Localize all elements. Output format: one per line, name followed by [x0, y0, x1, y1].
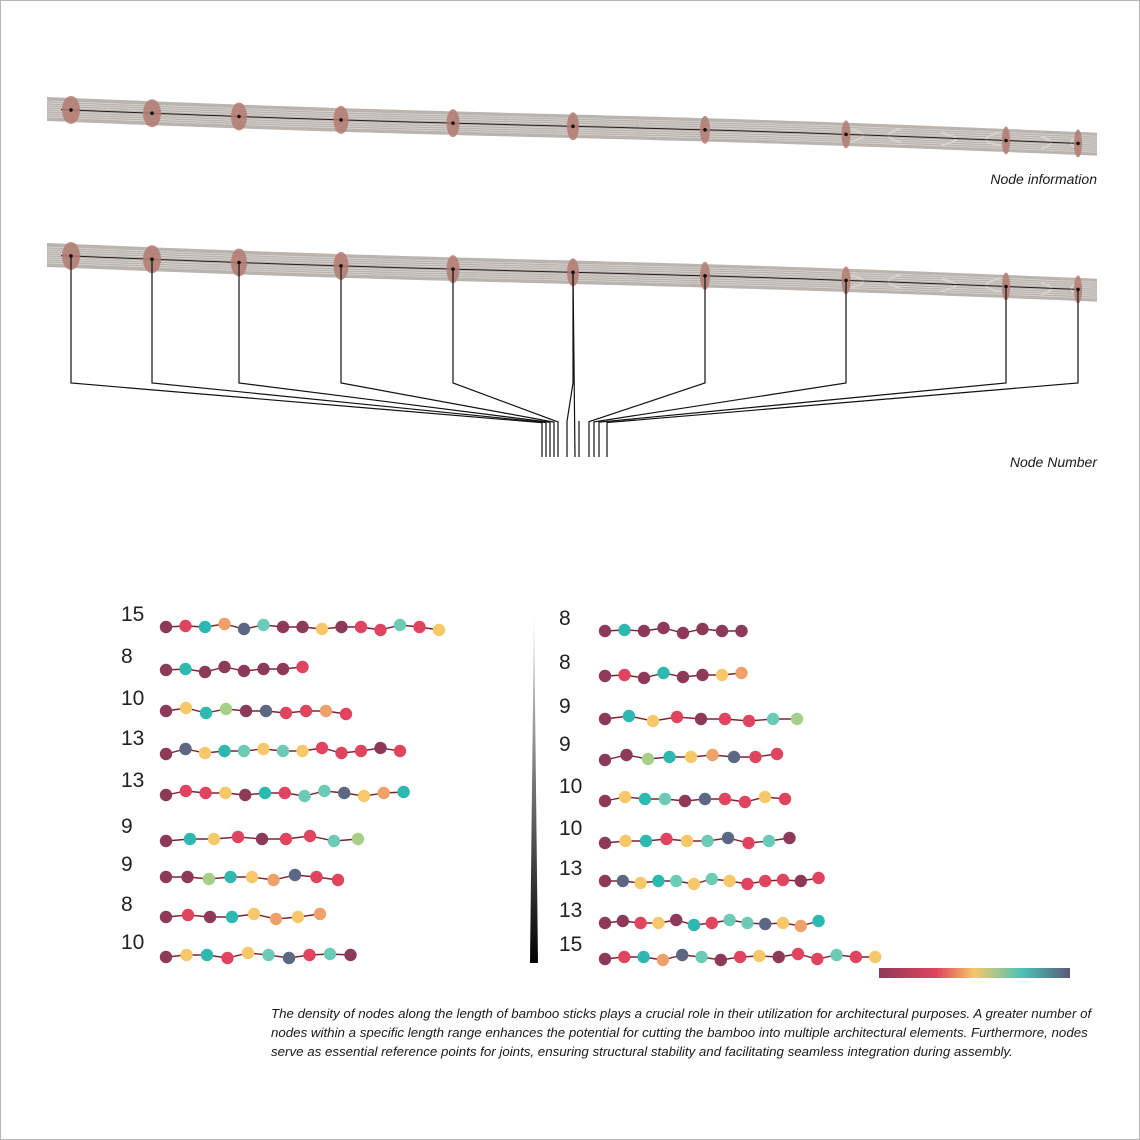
node-dot: [220, 703, 232, 715]
node-chain-row: [559, 651, 748, 684]
node-dot: [723, 875, 735, 887]
bamboo-node-point: [703, 128, 707, 132]
node-dot: [739, 796, 751, 808]
node-dot: [182, 909, 194, 921]
node-dot: [179, 620, 191, 632]
node-dot: [314, 908, 326, 920]
label-node-information: Node information: [990, 171, 1097, 187]
node-dot: [773, 951, 785, 963]
node-dot: [706, 873, 718, 885]
node-dot: [324, 948, 336, 960]
node-dot: [262, 949, 274, 961]
node-dot: [763, 835, 775, 847]
node-chain-row: [121, 893, 326, 925]
node-dot: [160, 835, 172, 847]
node-dot: [618, 669, 630, 681]
bamboo-node-point: [1004, 139, 1008, 143]
node-dot: [218, 661, 230, 673]
node-dot: [218, 745, 230, 757]
node-dot: [634, 877, 646, 889]
node-dot: [850, 951, 862, 963]
node-chain-row: [121, 687, 352, 720]
node-dot: [180, 949, 192, 961]
node-dot: [723, 914, 735, 926]
node-dot: [218, 618, 230, 630]
node-dot: [688, 919, 700, 931]
node-dot: [599, 625, 611, 637]
node-dot: [160, 664, 172, 676]
node-dot: [652, 917, 664, 929]
node-dot: [226, 911, 238, 923]
node-dot: [620, 749, 632, 761]
color-gradient-bar: [879, 968, 1070, 978]
node-dot: [869, 951, 881, 963]
node-dot: [719, 793, 731, 805]
node-count-label: 8: [121, 893, 133, 916]
node-count-label: 10: [559, 775, 583, 798]
node-dot: [599, 953, 611, 965]
node-dot: [219, 787, 231, 799]
node-count-label: 10: [121, 931, 145, 954]
node-leader-line: [594, 280, 846, 457]
node-count-label: 13: [121, 769, 145, 792]
node-dot: [599, 713, 611, 725]
node-chain-row: [559, 695, 803, 727]
node-dot: [199, 747, 211, 759]
node-dot: [599, 754, 611, 766]
node-dot: [203, 873, 215, 885]
node-chains-right: [559, 607, 881, 966]
node-chain-line: [166, 708, 346, 714]
node-dot: [699, 793, 711, 805]
node-dot: [767, 713, 779, 725]
node-count-label: 8: [559, 607, 571, 630]
node-dot: [180, 785, 192, 797]
node-dot: [296, 661, 308, 673]
node-dot: [753, 950, 765, 962]
node-count-label: 9: [559, 733, 571, 756]
node-dot: [358, 790, 370, 802]
node-dot: [679, 795, 691, 807]
node-chain-line: [605, 838, 790, 843]
node-dot: [160, 871, 172, 883]
node-dot: [741, 917, 753, 929]
node-dot: [160, 789, 172, 801]
node-dot: [289, 869, 301, 881]
node-dot: [617, 875, 629, 887]
node-dot: [277, 745, 289, 757]
node-dot: [184, 833, 196, 845]
node-chain-row: [559, 857, 825, 890]
node-dot: [160, 748, 172, 760]
node-dot: [759, 791, 771, 803]
node-dot: [257, 619, 269, 631]
node-dot: [599, 917, 611, 929]
node-count-label: 13: [559, 857, 583, 880]
node-dot: [208, 833, 220, 845]
node-dot: [777, 874, 789, 886]
node-dot: [338, 787, 350, 799]
node-dot: [640, 835, 652, 847]
node-dot: [660, 833, 672, 845]
node-dot: [374, 624, 386, 636]
bamboo-node-point: [150, 111, 154, 115]
node-dot: [652, 875, 664, 887]
node-dot: [179, 743, 191, 755]
node-dot: [316, 742, 328, 754]
node-leader-line: [599, 286, 1006, 457]
node-dot: [328, 835, 340, 847]
caption: The density of nodes along the length of bamboo sticks plays a crucial role in their utilization for architectural purposes. A greater number of nodes within a specific length range enhances the potential for cutting the bamboo into multiple architectural elements. Furthermore, nodes serve as essential reference points for joints, ensuring structural stability and facilitating seamless integration during assembly.: [271, 1006, 1092, 1059]
node-dot: [256, 833, 268, 845]
node-dot: [298, 790, 310, 802]
node-chain-line: [605, 797, 785, 802]
node-dot: [676, 949, 688, 961]
node-dot: [701, 835, 713, 847]
node-dot: [310, 871, 322, 883]
node-dot: [232, 831, 244, 843]
bamboo-node-point: [237, 115, 241, 119]
node-dot: [599, 875, 611, 887]
figure-canvas: [1, 1, 1140, 1140]
node-dot: [681, 835, 693, 847]
node-dot: [160, 951, 172, 963]
node-count-label: 15: [559, 933, 583, 956]
node-dot: [657, 622, 669, 634]
node-dot: [221, 952, 233, 964]
node-dot: [238, 665, 250, 677]
node-dot: [270, 913, 282, 925]
node-dot: [657, 954, 669, 966]
node-dot: [200, 707, 212, 719]
node-count-label: 9: [121, 853, 133, 876]
node-dot: [599, 837, 611, 849]
node-chain-row: [559, 775, 791, 808]
node-dot: [397, 786, 409, 798]
node-dot: [735, 667, 747, 679]
node-chain-row: [559, 933, 881, 966]
node-dot: [634, 917, 646, 929]
node-dot: [320, 705, 332, 717]
node-dot: [728, 751, 740, 763]
node-chain-row: [121, 931, 357, 964]
node-dot: [300, 705, 312, 717]
node-dot: [671, 711, 683, 723]
node-dot: [352, 833, 364, 845]
node-chain-row: [121, 853, 344, 886]
node-dot: [296, 745, 308, 757]
node-dot: [238, 623, 250, 635]
node-dot: [715, 954, 727, 966]
node-dot: [639, 793, 651, 805]
node-dot: [685, 751, 697, 763]
node-dot: [830, 949, 842, 961]
density-wedge: [530, 613, 538, 963]
node-dot: [259, 787, 271, 799]
node-dot: [248, 908, 260, 920]
node-count-label: 9: [559, 695, 571, 718]
node-dot: [663, 751, 675, 763]
node-dot: [716, 669, 728, 681]
node-dot: [296, 621, 308, 633]
node-dot: [642, 753, 654, 765]
node-dot: [160, 621, 172, 633]
node-chain-row: [121, 645, 309, 678]
node-count-label: 15: [121, 603, 145, 626]
node-dot: [696, 623, 708, 635]
node-dot: [638, 672, 650, 684]
node-dot: [304, 830, 316, 842]
node-dot: [759, 918, 771, 930]
node-dot: [599, 795, 611, 807]
node-dot: [637, 951, 649, 963]
node-dot: [670, 875, 682, 887]
node-dot: [413, 621, 425, 633]
node-chains-left: [121, 603, 445, 964]
node-dot: [619, 835, 631, 847]
node-chain-line: [166, 953, 351, 958]
node-dot: [316, 623, 328, 635]
node-leader-line: [341, 266, 554, 457]
node-count-label: 9: [121, 815, 133, 838]
node-dot: [696, 669, 708, 681]
node-count-label: 10: [121, 687, 145, 710]
node-dot: [199, 621, 211, 633]
node-dot: [280, 833, 292, 845]
node-dot: [340, 708, 352, 720]
node-dot: [378, 787, 390, 799]
bamboo-node-point: [571, 124, 575, 128]
node-dot: [277, 621, 289, 633]
node-dot: [618, 951, 630, 963]
node-dot: [179, 663, 191, 675]
node-dot: [647, 715, 659, 727]
node-dot: [204, 911, 216, 923]
node-dot: [355, 745, 367, 757]
node-dot: [257, 743, 269, 755]
node-leader-line: [71, 256, 542, 457]
node-dot: [239, 789, 251, 801]
bamboo-node-point: [844, 133, 848, 137]
node-dot: [374, 742, 386, 754]
node-dot: [811, 953, 823, 965]
node-dot: [623, 710, 635, 722]
node-dot: [246, 871, 258, 883]
bamboo-node-point: [451, 121, 455, 125]
node-dot: [742, 837, 754, 849]
node-dot: [706, 749, 718, 761]
node-dot: [335, 747, 347, 759]
node-dot: [619, 791, 631, 803]
bamboo-stick-node-number: [47, 242, 1097, 303]
node-dot: [279, 787, 291, 799]
node-chain-row: [559, 899, 825, 932]
node-dot: [283, 952, 295, 964]
label-node-number: Node Number: [1009, 454, 1097, 470]
node-count-label: 13: [559, 899, 583, 922]
node-dot: [741, 878, 753, 890]
node-count-label: 13: [121, 727, 145, 750]
node-dot: [734, 951, 746, 963]
node-dot: [695, 951, 707, 963]
node-dot: [795, 875, 807, 887]
node-dot: [355, 621, 367, 633]
node-count-label: 8: [559, 651, 571, 674]
node-dot: [719, 713, 731, 725]
node-dot: [618, 624, 630, 636]
node-dot: [292, 911, 304, 923]
node-dot: [335, 621, 347, 633]
node-dot: [812, 872, 824, 884]
node-dot: [677, 671, 689, 683]
node-dot: [344, 949, 356, 961]
node-dot: [688, 878, 700, 890]
node-dot: [657, 667, 669, 679]
node-dot: [695, 713, 707, 725]
node-dot: [160, 911, 172, 923]
node-dot: [759, 875, 771, 887]
node-dot: [795, 920, 807, 932]
node-dot: [180, 702, 192, 714]
bamboo-node-point: [69, 108, 73, 112]
node-dot: [599, 670, 611, 682]
node-dot: [638, 625, 650, 637]
node-dot: [659, 793, 671, 805]
node-dot: [394, 745, 406, 757]
node-dot: [199, 666, 211, 678]
node-dot: [224, 871, 236, 883]
node-count-label: 8: [121, 645, 133, 668]
node-dot: [433, 624, 445, 636]
node-chain-row: [559, 817, 796, 849]
node-dot: [201, 949, 213, 961]
node-dot: [716, 625, 728, 637]
node-dot: [199, 787, 211, 799]
node-chain-row: [121, 815, 364, 847]
node-dot: [332, 874, 344, 886]
node-chain-row: [121, 603, 445, 636]
bamboo-node-point: [339, 118, 343, 122]
node-dot: [160, 705, 172, 717]
node-leader-line: [239, 262, 550, 457]
node-dot: [791, 713, 803, 725]
node-dot: [277, 663, 289, 675]
node-dot: [792, 948, 804, 960]
node-leader-line: [152, 259, 546, 457]
bamboo-stick-node-information: [47, 96, 1097, 157]
node-dot: [749, 751, 761, 763]
node-chain-row: [559, 733, 783, 766]
node-dot: [260, 705, 272, 717]
node-dot: [242, 947, 254, 959]
node-dot: [303, 949, 315, 961]
node-dot: [240, 705, 252, 717]
bamboo-node-point: [1076, 142, 1080, 146]
node-dot: [777, 917, 789, 929]
node-dot: [771, 748, 783, 760]
node-chain-row: [121, 727, 406, 760]
node-leader-line: [567, 272, 573, 457]
node-dot: [706, 917, 718, 929]
node-dot: [670, 914, 682, 926]
node-dot: [722, 832, 734, 844]
node-dot: [257, 663, 269, 675]
node-dot: [267, 874, 279, 886]
node-dot: [394, 619, 406, 631]
node-dot: [280, 707, 292, 719]
node-dot: [318, 785, 330, 797]
node-dot: [812, 915, 824, 927]
node-dot: [238, 745, 250, 757]
node-dot: [783, 832, 795, 844]
node-dot: [779, 793, 791, 805]
node-leader-line: [607, 289, 1078, 457]
node-dot: [181, 871, 193, 883]
node-chain-row: [559, 607, 748, 639]
node-dot: [617, 915, 629, 927]
node-dot: [735, 625, 747, 637]
node-count-label: 10: [559, 817, 583, 840]
node-chain-row: [121, 769, 410, 802]
node-dot: [743, 715, 755, 727]
node-dot: [677, 627, 689, 639]
